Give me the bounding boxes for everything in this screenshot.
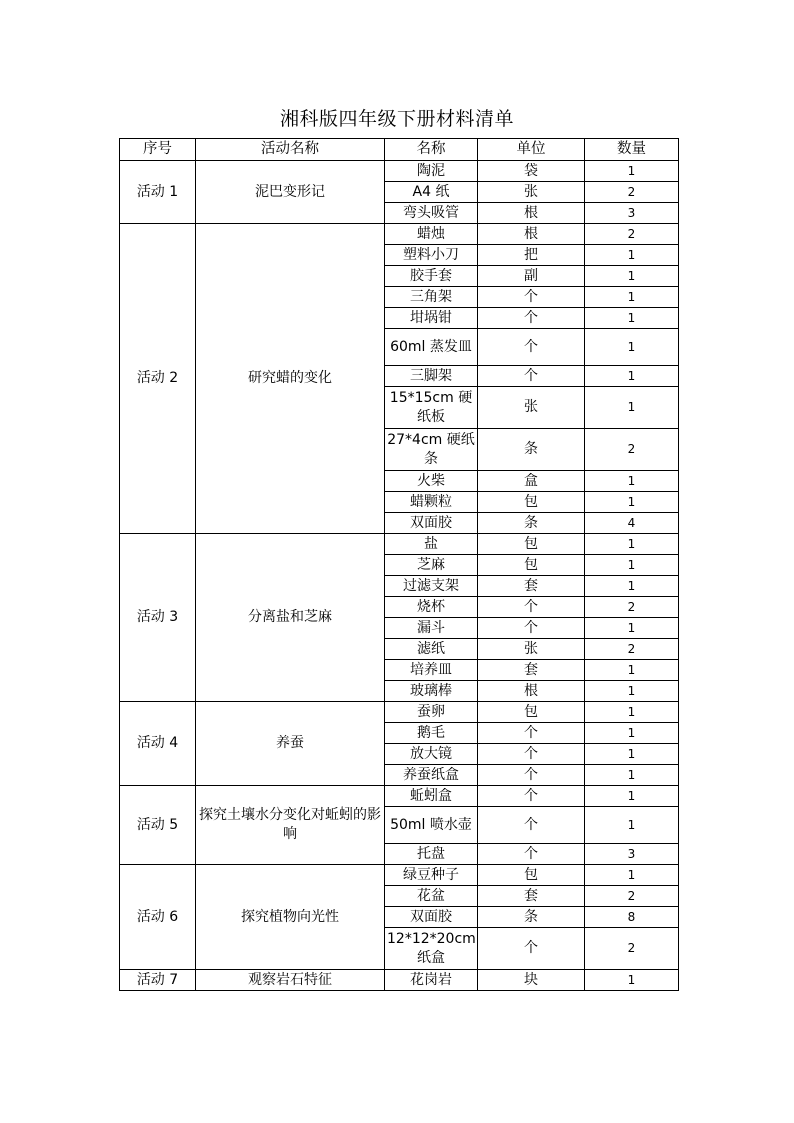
item-unit: 包 <box>478 492 585 513</box>
item-qty: 1 <box>585 576 679 597</box>
activity-name: 观察岩石特征 <box>196 970 385 991</box>
item-qty: 1 <box>585 970 679 991</box>
item-unit: 个 <box>478 308 585 329</box>
item-name: 三角架 <box>385 287 478 308</box>
item-name: 过滤支架 <box>385 576 478 597</box>
item-qty: 4 <box>585 513 679 534</box>
item-unit: 个 <box>478 844 585 865</box>
item-unit: 个 <box>478 744 585 765</box>
header-seq: 序号 <box>120 139 196 161</box>
item-unit: 根 <box>478 203 585 224</box>
item-qty: 3 <box>585 844 679 865</box>
item-qty: 2 <box>585 429 679 471</box>
activity-name: 泥巴变形记 <box>196 161 385 224</box>
item-name: 50ml 喷水壶 <box>385 807 478 844</box>
item-unit: 个 <box>478 597 585 618</box>
item-name: 27*4cm 硬纸条 <box>385 429 478 471</box>
item-name: 托盘 <box>385 844 478 865</box>
item-name: 蜡烛 <box>385 224 478 245</box>
item-name: 胶手套 <box>385 266 478 287</box>
activity-seq: 活动 2 <box>120 224 196 534</box>
item-name: 养蚕纸盒 <box>385 765 478 786</box>
activity-name: 探究植物向光性 <box>196 865 385 970</box>
item-unit: 套 <box>478 576 585 597</box>
item-name: 蜡颗粒 <box>385 492 478 513</box>
item-qty: 1 <box>585 366 679 387</box>
item-name: 火柴 <box>385 471 478 492</box>
header-item: 名称 <box>385 139 478 161</box>
item-name: 双面胶 <box>385 907 478 928</box>
header-activity: 活动名称 <box>196 139 385 161</box>
item-name: 蚯蚓盒 <box>385 786 478 807</box>
item-unit: 张 <box>478 387 585 429</box>
item-qty: 1 <box>585 329 679 366</box>
item-qty: 1 <box>585 471 679 492</box>
item-qty: 1 <box>585 555 679 576</box>
table-header-row <box>120 139 679 161</box>
item-name: 15*15cm 硬纸板 <box>385 387 478 429</box>
item-qty: 1 <box>585 492 679 513</box>
item-qty: 1 <box>585 807 679 844</box>
item-name: 玻璃棒 <box>385 681 478 702</box>
item-name: 烧杯 <box>385 597 478 618</box>
item-name: 陶泥 <box>385 161 478 182</box>
item-name: 弯头吸管 <box>385 203 478 224</box>
item-qty: 1 <box>585 744 679 765</box>
item-unit: 个 <box>478 928 585 970</box>
activity-seq: 活动 7 <box>120 970 196 991</box>
item-unit: 个 <box>478 287 585 308</box>
item-qty: 1 <box>585 266 679 287</box>
item-qty: 1 <box>585 786 679 807</box>
item-qty: 1 <box>585 702 679 723</box>
item-name: 漏斗 <box>385 618 478 639</box>
item-name: 芝麻 <box>385 555 478 576</box>
activity-name: 探究土壤水分变化对蚯蚓的影响 <box>196 786 385 865</box>
item-qty: 2 <box>585 928 679 970</box>
item-unit: 个 <box>478 366 585 387</box>
item-unit: 包 <box>478 534 585 555</box>
activity-name: 分离盐和芝麻 <box>196 534 385 702</box>
item-name: 60ml 蒸发皿 <box>385 329 478 366</box>
header-unit: 单位 <box>478 139 585 161</box>
item-unit: 条 <box>478 513 585 534</box>
item-name: 盐 <box>385 534 478 555</box>
item-name: 塑料小刀 <box>385 245 478 266</box>
table-row <box>120 702 679 723</box>
item-name: 蚕卵 <box>385 702 478 723</box>
item-name: 花岗岩 <box>385 970 478 991</box>
item-qty: 2 <box>585 886 679 907</box>
item-qty: 2 <box>585 182 679 203</box>
item-name: 花盆 <box>385 886 478 907</box>
item-unit: 袋 <box>478 161 585 182</box>
activity-seq: 活动 4 <box>120 702 196 786</box>
item-name: A4 纸 <box>385 182 478 203</box>
item-qty: 1 <box>585 308 679 329</box>
item-qty: 2 <box>585 597 679 618</box>
activity-name: 研究蜡的变化 <box>196 224 385 534</box>
item-unit: 包 <box>478 702 585 723</box>
item-qty: 2 <box>585 224 679 245</box>
item-qty: 2 <box>585 639 679 660</box>
item-unit: 根 <box>478 681 585 702</box>
item-unit: 条 <box>478 429 585 471</box>
activity-seq: 活动 5 <box>120 786 196 865</box>
item-name: 12*12*20cm 纸盒 <box>385 928 478 970</box>
item-unit: 包 <box>478 865 585 886</box>
item-unit: 盒 <box>478 471 585 492</box>
item-qty: 1 <box>585 387 679 429</box>
item-unit: 个 <box>478 329 585 366</box>
document-title: 湘科版四年级下册材料清单 <box>279 108 514 130</box>
item-qty: 1 <box>585 287 679 308</box>
item-name: 鹅毛 <box>385 723 478 744</box>
item-unit: 张 <box>478 182 585 203</box>
item-unit: 套 <box>478 660 585 681</box>
item-qty: 1 <box>585 765 679 786</box>
item-qty: 1 <box>585 245 679 266</box>
table-row <box>120 970 679 991</box>
item-unit: 条 <box>478 907 585 928</box>
table-row <box>120 161 679 182</box>
item-name: 放大镜 <box>385 744 478 765</box>
item-qty: 1 <box>585 865 679 886</box>
item-name: 滤纸 <box>385 639 478 660</box>
item-unit: 根 <box>478 224 585 245</box>
item-name: 培养皿 <box>385 660 478 681</box>
item-unit: 个 <box>478 786 585 807</box>
item-unit: 副 <box>478 266 585 287</box>
item-unit: 个 <box>478 723 585 744</box>
activity-name: 养蚕 <box>196 702 385 786</box>
item-qty: 3 <box>585 203 679 224</box>
item-qty: 8 <box>585 907 679 928</box>
activity-seq: 活动 3 <box>120 534 196 702</box>
item-unit: 包 <box>478 555 585 576</box>
item-unit: 把 <box>478 245 585 266</box>
item-qty: 1 <box>585 161 679 182</box>
header-qty: 数量 <box>585 139 679 161</box>
item-name: 坩埚钳 <box>385 308 478 329</box>
item-unit: 个 <box>478 807 585 844</box>
item-unit: 块 <box>478 970 585 991</box>
item-name: 双面胶 <box>385 513 478 534</box>
table-row <box>120 786 679 807</box>
item-qty: 1 <box>585 681 679 702</box>
table-row <box>120 534 679 555</box>
item-unit: 张 <box>478 639 585 660</box>
item-qty: 1 <box>585 618 679 639</box>
table-row <box>120 224 679 245</box>
table-row <box>120 865 679 886</box>
activity-seq: 活动 1 <box>120 161 196 224</box>
item-qty: 1 <box>585 534 679 555</box>
item-unit: 个 <box>478 618 585 639</box>
item-name: 三脚架 <box>385 366 478 387</box>
item-unit: 个 <box>478 765 585 786</box>
item-name: 绿豆种子 <box>385 865 478 886</box>
item-qty: 1 <box>585 660 679 681</box>
materials-table <box>119 138 679 991</box>
item-unit: 套 <box>478 886 585 907</box>
item-qty: 1 <box>585 723 679 744</box>
activity-seq: 活动 6 <box>120 865 196 970</box>
